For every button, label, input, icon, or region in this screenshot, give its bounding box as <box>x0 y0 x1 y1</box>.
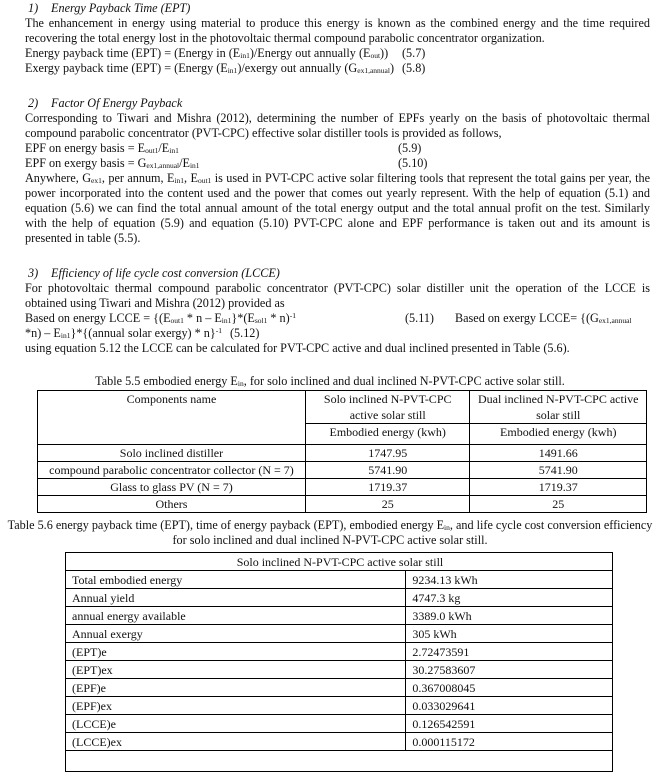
section-number: 2) <box>28 96 39 110</box>
header-cell: Components name <box>38 391 306 445</box>
table-5-5-caption: Table 5.5 embodied energy $E_{in}$, for solo inclined and dual inclined N-PVT-CPC active solar still. <box>95 374 565 388</box>
equation-number: (5.10) <box>398 156 428 170</box>
subheader-cell: Embodied energy (kwh) <box>305 424 470 445</box>
table-row: (LCCE)ex 0.000115172 <box>66 733 613 751</box>
table-5-6-caption: Table 5.6 energy payback time (EPT), time of energy payback (EPT), embodied energy $E_{in}$, and life cycle cost conversion efficiency for solo inclined and dual inclined N-PVT-CPC active solar still. <box>7 518 653 547</box>
table-5-6 <box>65 552 613 772</box>
header-cell: Solo inclined N-PVT-CPC active solar still <box>305 391 470 424</box>
section-factor-of-energy-payback <box>25 96 650 246</box>
header-cell: Dual inclined N-PVT-CPC active solar still <box>470 391 647 424</box>
table-row: Total embodied energy 9234.13 kWh <box>66 571 613 589</box>
equation-number: (5.12) <box>230 326 260 340</box>
table-row: annual energy available 3389.0 kWh <box>66 607 613 625</box>
equation-5-12: $*n) - E_{in1}\}*\{(annual$ solar exergy) * n}$^{-1}$ (5.12) <box>25 326 260 340</box>
section-title: Energy Payback Time (EPT) <box>51 1 191 15</box>
equation-5-9: EPF on energy basis = $E_{out1}/E_{in1}$ (5.9) <box>25 141 422 155</box>
section-lcce <box>25 266 650 356</box>
equation-number: (5.9) <box>398 141 422 155</box>
table-5-5 <box>37 390 647 513</box>
table-row: Others 25 25 <box>38 496 647 513</box>
section-number: 3) <box>28 266 39 280</box>
equation-number: (5.7) <box>402 46 426 60</box>
equation-number: (5.8) <box>402 61 426 75</box>
section-heading <box>25 266 650 281</box>
table-row: Annual exergy 305 kWh <box>66 625 613 643</box>
paragraph: For photovoltaic thermal compound parabolic concentrator (PVT-CPC) solar distiller unit the operation of the LCCE is obtained using Tiwari and Mishra (2012) provided as <box>25 281 650 310</box>
table-row: (EPF)ex 0.033029641 <box>66 697 613 715</box>
header-cell: Solo inclined N-PVT-CPC active solar still <box>66 553 613 571</box>
section-title: Efficiency of life cycle cost conversion (LCCE) <box>51 266 280 280</box>
section-energy-payback-time <box>25 1 650 76</box>
section-heading <box>25 1 650 16</box>
table-row: (LCCE)e 0.126542591 <box>66 715 613 733</box>
paragraph: Corresponding to Tiwari and Mishra (2012), determining the number of EPFs yearly on the basis of photovoltaic thermal compound parabolic concentrator (PVT-CPC) effective solar distiller tools is provided as follows, <box>25 111 650 140</box>
table-row: (EPT)ex 30.27583607 <box>66 661 613 679</box>
equation-5-7: Energy payback time (EPT) = (Energy in $(E_{in1})$/Energy out annually $(E_{out})$) (5.7) <box>25 46 426 60</box>
table-row: (EPF)e 0.367008045 <box>66 679 613 697</box>
section-number: 1) <box>28 1 39 15</box>
equation-number: (5.11) <box>405 311 434 325</box>
paragraph: Anywhere, $G_{ex1}$, per annum, $E_{in1}$, $E_{out1}$ is used in PVT-CPC active solar filtering tools that represent the total gains per year, the power incorporated into the content used and the power that comes out yearly represent. With the help of equation (5.1) and equation (5.6) we can find the total annual amount of the total energy output and the total annual profit on the test. Similarly with the help of equation (5.9) and equation (5.10) PVT-CPC alone and EPF performance is taken out and its amount is presented in table (5.5). <box>25 171 650 245</box>
equation-5-8: Exergy payback time (EPT) = (Energy $(E_{in1})$/exergy out annually $(G_{ex1,annual})$ (5.8) <box>25 61 426 75</box>
table-empty-row <box>66 751 613 772</box>
equation-5-10: EPF on exergy basis = $G_{ex1,annual}/E_{in1}$ (5.10) <box>25 156 428 170</box>
paragraph: The enhancement in energy using material to produce this energy is known as the combined energy and the time required recovering the total energy lost in the photovoltaic thermal compound parabolic concentrator organization. <box>25 16 650 45</box>
table-row: compound parabolic concentrator collector (N = 7) 5741.90 5741.90 <box>38 462 647 479</box>
section-heading <box>25 96 650 111</box>
table-header-row <box>38 391 647 424</box>
table-row: Annual yield 4747.3 kg <box>66 589 613 607</box>
table-header-row <box>66 553 613 571</box>
paragraph: using equation 5.12 the LCCE can be calculated for PVT-CPC active and dual inclined presented in Table (5.6). <box>25 341 570 355</box>
table-row: Glass to glass PV (N = 7) 1719.37 1719.37 <box>38 479 647 496</box>
subheader-cell: Embodied energy (kwh) <box>470 424 647 445</box>
section-title: Factor Of Energy Payback <box>51 96 183 110</box>
table-row: Solo inclined distiller 1747.95 1491.66 <box>38 445 647 462</box>
equation-5-11: Based on energy LCCE = {($E_{out1}$ * n – $E_{in1}\}*(E_{sol1} * n)^{-1}$ (5.11) Based on exergy LCCE= {($G_{ex1,annual}$ <box>25 311 632 325</box>
table-row: (EPT)e 2.72473591 <box>66 643 613 661</box>
